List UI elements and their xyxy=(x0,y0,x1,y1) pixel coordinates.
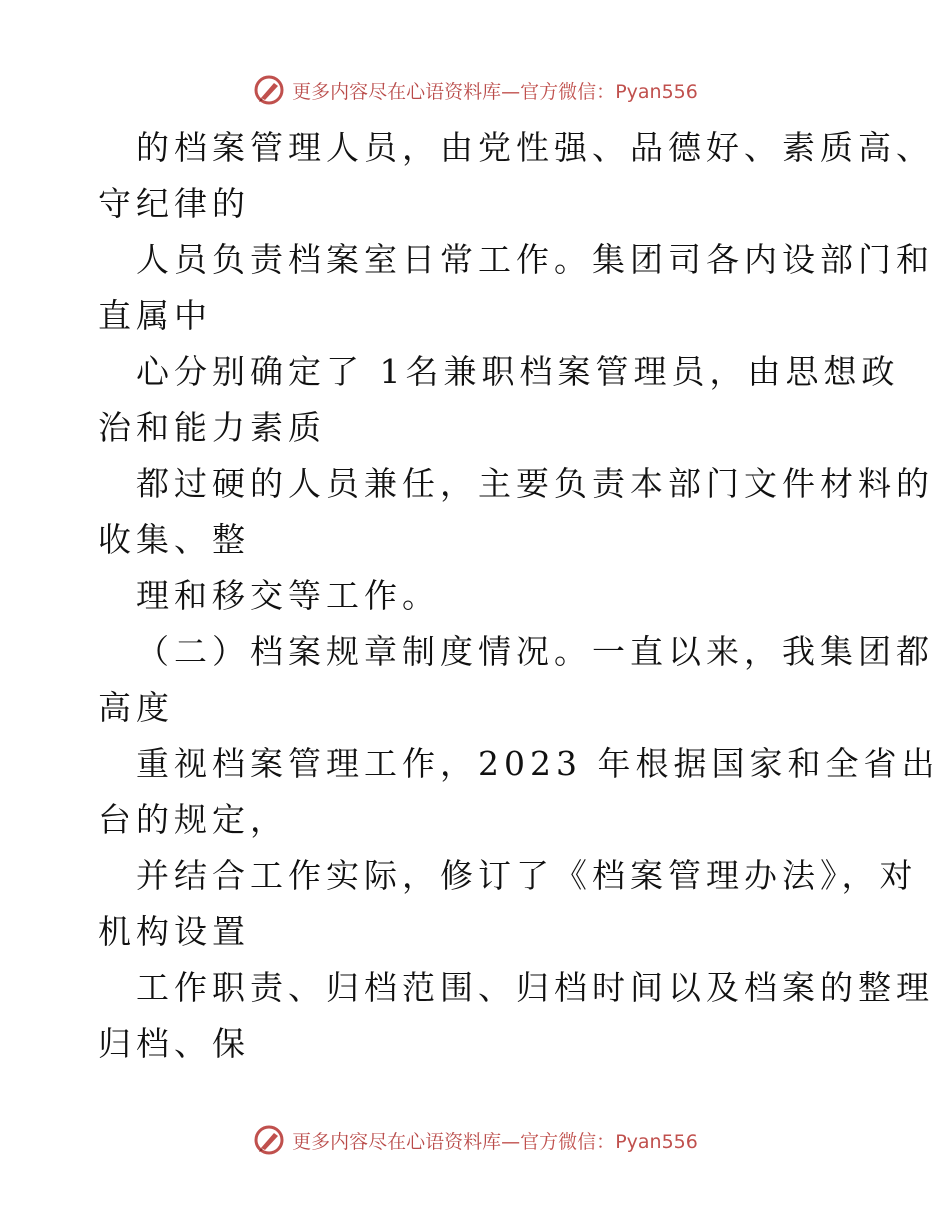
body-line: 重视档案管理工作，2023 年根据国家和全省出 xyxy=(136,744,940,783)
watermark-separator: — xyxy=(501,1130,521,1153)
watermark-wechat-label: 官方微信： xyxy=(520,1130,616,1153)
pen-logo-icon xyxy=(252,73,286,107)
pen-logo-icon xyxy=(252,1123,286,1157)
watermark-wechat-label: 官方微信： xyxy=(520,80,616,103)
footer-watermark xyxy=(0,1120,950,1160)
header-watermark xyxy=(0,70,950,110)
body-line: 理和移交等工作。 xyxy=(136,576,440,615)
body-line: 治和能力素质 xyxy=(98,408,326,447)
body-line: 高度 xyxy=(98,688,174,727)
body-line: 归档、保 xyxy=(98,1024,250,1063)
body-line: 心分别确定了 1名兼职档案管理员，由思想政 xyxy=(136,352,900,391)
body-line: 都过硬的人员兼任，主要负责本部门文件材料的 xyxy=(136,464,934,503)
body-line: 工作职责、归档范围、归档时间以及档案的整理 xyxy=(136,968,934,1007)
body-line: 直属中 xyxy=(98,296,212,335)
watermark-separator: — xyxy=(501,80,521,103)
body-line: 守纪律的 xyxy=(98,184,250,223)
body-line: 台的规定， xyxy=(98,800,288,839)
body-line: 机构设置 xyxy=(98,912,250,951)
watermark-site: 更多内容尽在心语资料库 xyxy=(292,80,502,103)
watermark-text xyxy=(292,77,698,104)
watermark-wechat-id: Pyan556 xyxy=(615,1130,698,1153)
watermark-text xyxy=(292,1127,698,1154)
body-line: 的档案管理人员，由党性强、品德好、素质高、 xyxy=(136,128,934,167)
body-line: 并结合工作实际，修订了《档案管理办法》，对 xyxy=(136,856,918,895)
watermark-wechat-id: Pyan556 xyxy=(615,80,698,103)
body-line: 人员负责档案室日常工作。集团司各内设部门和 xyxy=(136,240,934,279)
body-line: 收集、整 xyxy=(98,520,250,559)
body-line: （二）档案规章制度情况。一直以来，我集团都 xyxy=(136,632,934,671)
watermark-site: 更多内容尽在心语资料库 xyxy=(292,1130,502,1153)
document-body xyxy=(98,120,940,1072)
